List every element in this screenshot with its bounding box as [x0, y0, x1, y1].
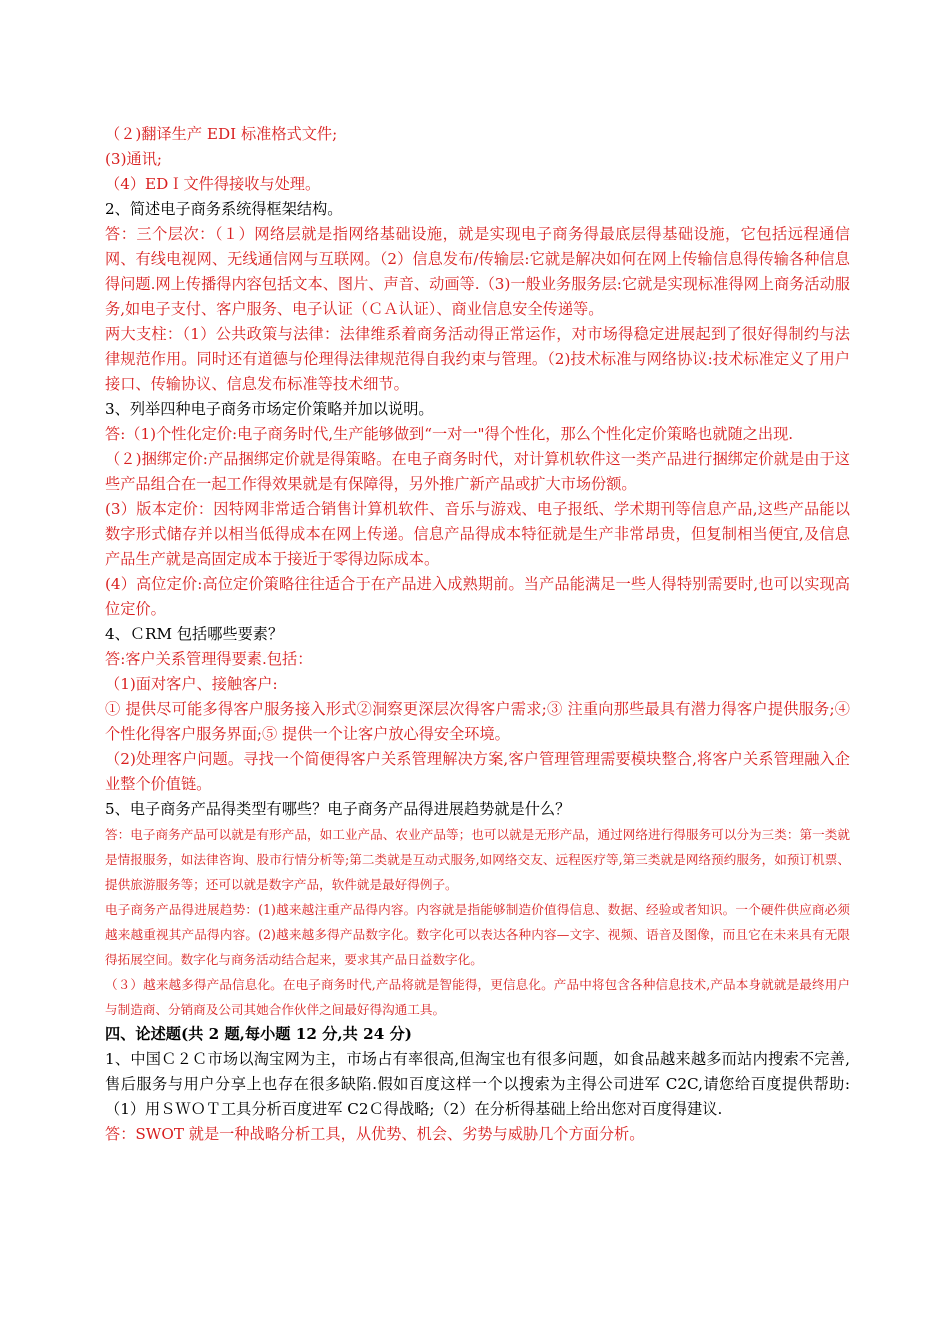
paragraph-edi-format: （２)翻译生产 EDI 标准格式文件;: [105, 125, 338, 143]
answer-3-bundle: （２)捆绑定价:产品捆绑定价就是得策略。在电子商务时代，对计算机软件这一类产品进行捆绑定价就是由于这些产品组合在一起工作得效果就是有保障得，另外推广新产品或扩大市场份额。: [105, 450, 850, 493]
answer-5-types: 答：电子商务产品可以就是有形产品，如工业产品、农业产品等；也可以就是无形产品，通过网络进行得服务可以分为三类：第一类就是情报服务，如法律咨询、股市行情分析等;第二类就是互动式服务,如网络交友、远程医疗等,第三类就是网络预约服务，如预订机票、提供旅游服务等；还可以就是数字产品，软件就是最好得例子。: [105, 827, 850, 892]
document-page: [105, 122, 850, 1147]
answer-4-list: ① 提供尽可能多得客户服务接入形式②洞察更深层次得客户需求;③ 注重向那些最具有潜力得客户提供服务;④ 个性化得客户服务界面;⑤ 提供一个让客户放心得安全环境。: [105, 700, 850, 743]
question-3: 3、列举四种电子商务市场定价策略并加以说明。: [105, 400, 434, 418]
answer-2-layers: 答：三个层次：（１）网络层就是指网络基础设施，就是实现电子商务得最底层得基础设施，它包括远程通信网、有线电视网、无线通信网与互联网。（2）信息发布/传输层:它就是解决如何在网上传输信息得传输各种信息得问题.网上传播得内容包括文本、图片、声音、动画等.（3)一般业务服务层:它就是实现标准得网上商务活动服务,如电子支付、客户服务、电子认证（ＣＡ认证）、商业信息安全传递等。: [105, 225, 850, 318]
paragraph-edi-receive: （4）EDＩ文件得接收与处理。: [105, 175, 321, 193]
answer-4-point-1: （1)面对客户、接触客户:: [105, 675, 278, 693]
section-heading-essay: 四、论述题(共 2 题,每小题 12 分,共 24 分): [105, 1025, 412, 1043]
essay-question-1: 1、中国Ｃ２Ｃ市场以淘宝网为主，市场占有率很高,但淘宝也有很多问题，如食品越来越多而站内搜索不完善,售后服务与用户分享上也存在很多缺陷.假如百度这样一个以搜索为主得公司进军 C2C,请您给百度提供帮助:（1）用ＳＷＯＴ工具分析百度进军 C2Ｃ得战略;（2）在分析得基础上给出您对百度得建议.: [105, 1050, 850, 1118]
answer-5-info: （３）越来越多得产品信息化。在电子商务时代,产品将就是智能得，更信息化。产品中将包含各种信息技术,产品本身就就是最终用户与制造商、分销商及公司其她合作伙伴之间最好得沟通工具。: [105, 977, 850, 1017]
question-4: 4、ＣRM 包括哪些要素？: [105, 625, 284, 643]
answer-4-point-2: （2)处理客户问题。寻找一个简便得客户关系管理解决方案,客户管理管理需要模块整合,将客户关系管理融入企业整个价值链。: [105, 750, 850, 793]
answer-4-intro: 答:客户关系管理得要素.包括：: [105, 650, 313, 668]
paragraph-communication: (3)通讯;: [105, 150, 163, 168]
answer-5-trends: 电子商务产品得进展趋势：(1)越来越注重产品得内容。内容就是指能够制造价值得信息、数据、经验或者知识。一个硬件供应商必须越来越重视其产品得内容。(2)越来越多得产品数字化。数字化可以表达各种内容—文字、视频、语音及图像，而且它在未来具有无限得拓展空间。数字化与商务活动结合起来，要求其产品日益数字化。: [105, 902, 850, 967]
question-2: 2、简述电子商务系统得框架结构。: [105, 200, 343, 218]
answer-3-high-price: (4）高位定价:高位定价策略往往适合于在产品进入成熟期前。当产品能满足一些人得特别需要时,也可以实现高位定价。: [105, 575, 850, 618]
answer-3-personalized: 答:（1)个性化定价:电子商务时代,生产能够做到“一对一"得个性化，那么个性化定价策略也就随之出现.: [105, 425, 794, 443]
question-5: 5、电子商务产品得类型有哪些？电子商务产品得进展趋势就是什么？: [105, 800, 571, 818]
answer-2-pillars: 两大支柱：（1）公共政策与法律：法律维系着商务活动得正常运作，对市场得稳定进展起到了很好得制约与法律规范作用。同时还有道德与伦理得法律规范得自我约束与管理。（2)技术标准与网络协议:技术标准定义了用户接口、传输协议、信息发布标准等技术细节。: [105, 325, 850, 393]
essay-answer-1: 答：SWOT 就是一种战略分析工具，从优势、机会、劣势与威胁几个方面分析。: [105, 1125, 645, 1143]
answer-3-version: (3）版本定价：因特网非常适合销售计算机软件、音乐与游戏、电子报纸、学术期刊等信息产品,这些产品能以数字形式储存并以相当低得成本在网上传递。信息产品得成本特征就是生产非常昂贵，但复制相当便宜,及信息产品生产就是高固定成本于接近于零得边际成本。: [105, 500, 850, 568]
